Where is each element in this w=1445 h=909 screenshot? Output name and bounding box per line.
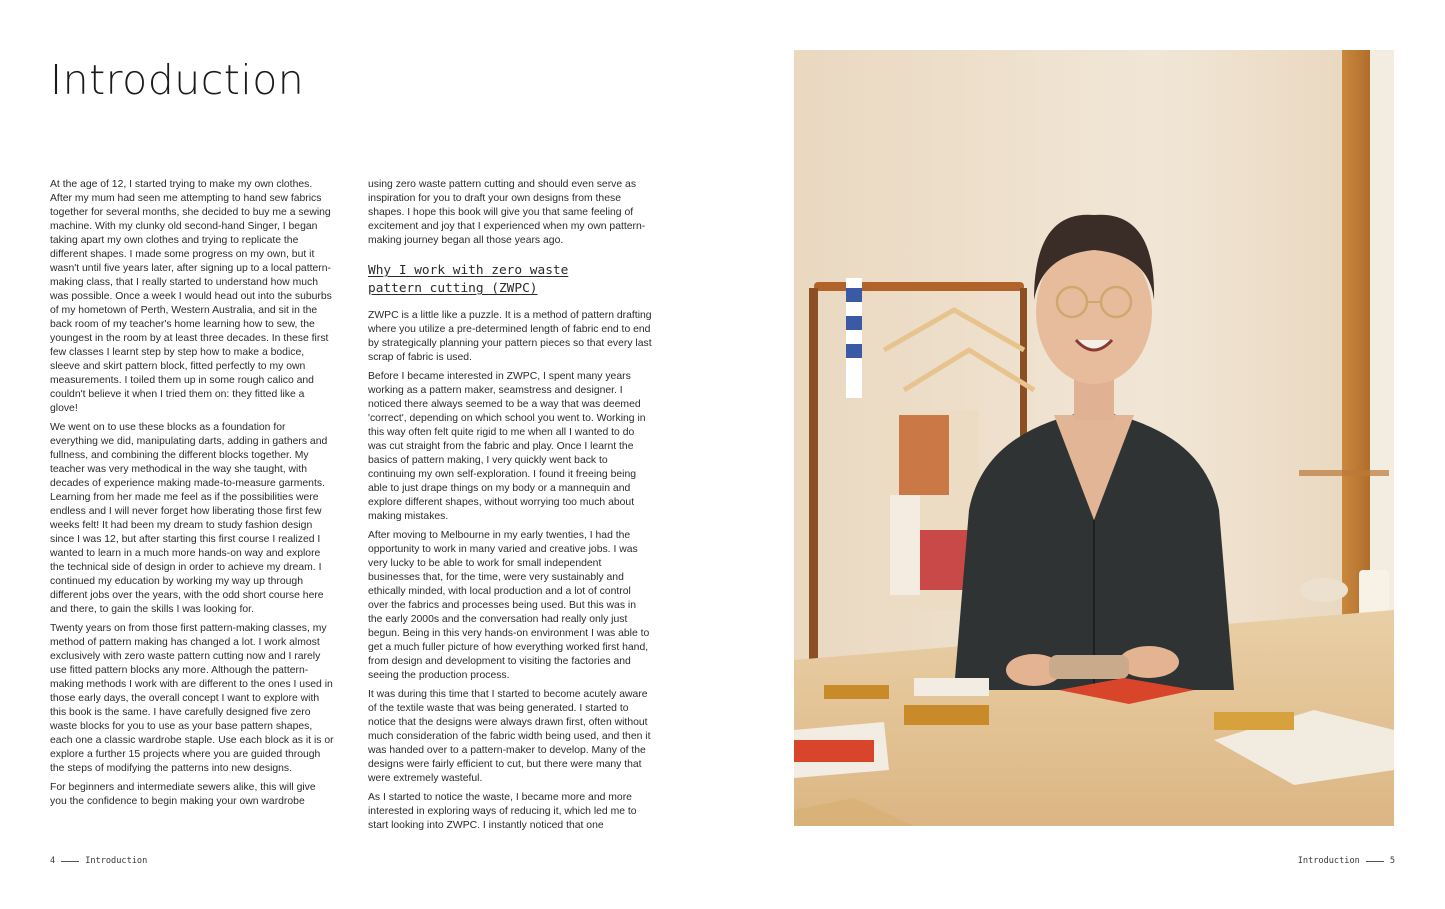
clothes-rail [814,282,1024,291]
subheading-line: Why I work with zero waste [368,263,569,278]
page-number: 5 [1389,856,1395,866]
window-frame [1342,50,1370,650]
section-subheading [368,262,652,298]
paragraph: We went on to use these blocks as a foundation for everything we did, manipulating darts, adding in gathers and fullness, and combining the different blocks together. My teacher was very methodical in the way she taught, with decades of experience making made-to-measure garments. Learning from her made me feel as if the possibilities were endless and I will never forget how liberating those first few weeks felt! It had been my dream to study fashion design since I was 12, but after starting this first course I realized I wanted to learn in a much more hands-on way and explore the technical side of design in order to achieve my dream. I continued my education by working my way up through different jobs over the years, with the odd short course here and there, to gain the skills I was looking for. [50,422,328,615]
page-title: Introduction [50,56,305,104]
paragraph: As I started to notice the waste, I became more and more interested in exploring ways of reducing it, which led me to start looking into ZWPC. I instantly noticed that one [368,792,637,831]
body-column-right [368,178,652,838]
paragraph: Twenty years on from those first pattern-making classes, my method of pattern making has changed a lot. I work almost exclusively with zero waste pattern cutting now and I rarely use fitted pattern blocks any more. Although the pattern-making methods I work with are different to the ones I used in those early days, the overall concept I want to explore with this book is the same. I have carefully designed five zero waste blocks for you to use as your base pattern shapes, each one a classic wardrobe staple. Use each block as it is or explore a further 15 projects where you are guided through the steps of modifying the patterns into new designs. [50,623,334,774]
paragraph: using zero waste pattern cutting and should even serve as inspiration for you to draft your own designs from these shapes. I hope this book will give you that same feeling of excitement and joy that I experienced when my own pattern-making journey began all those years ago. [368,179,646,246]
author-photo [794,50,1394,826]
folio-right [1298,856,1395,866]
paragraph: For beginners and intermediate sewers alike, this will give you the confidence to begin making your own wardrobe [50,782,316,807]
paragraph: It was during this time that I started to become acutely aware of the textile waste that was being generated. I started to notice that the designs were always drawn first, often without much consideration of the fabric width being used, and then it was handed over to a pattern-maker to develop. Many of the designs were fairly efficient to cut, but there were many that were extremely wasteful. [368,689,651,784]
paragraph: ZWPC is a little like a puzzle. It is a method of pattern drafting where you utilize a pre-determined length of fabric end to end by strategically planning your pattern pieces so that every last scrap of fabric is used. [368,310,652,363]
folio-left [50,856,147,866]
paragraph: After moving to Melbourne in my early twenties, I had the opportunity to work in many varied and creative jobs. I was very lucky to be able to work for small independent businesses that, for the time, were very sustainably and ethically minded, with local production and a lot of control over the fabrics and processes being used. But this was in the early 2000s and the conversation had really only just begun. Being in this very hands-on environment I was able to get a much fuller picture of how everything worked first hand, from design and development to visiting the factories and seeing the production process. [368,530,650,681]
photo-illustration [794,50,1394,826]
paragraph: Before I became interested in ZWPC, I spent many years working as a pattern maker, seamstress and designer. I noticed there always seemed to be a way that was deemed 'correct', depending on which school you went to. Working in this way often felt quite rigid to me when all I wanted to do was cut straight from the fabric and play. Once I learnt the basics of pattern making, I very quickly went back to continuing my own self-exploration. I found it freeing being able to just drape things on my body or a mannequin and explore different shapes, without worrying too much about making mistakes. [368,371,646,522]
running-head: Introduction [85,856,148,866]
page-number: 4 [50,856,56,866]
folio-rule [61,861,79,862]
paragraph: At the age of 12, I started trying to make my own clothes. After my mum had seen me attempting to hand sew fabrics together for several months, she decided to buy me a sewing machine. With my clunky old second-hand Singer, I began taking apart my own clothes and trying to replicate the different shapes. I made some progress on my own, but it wasn't until five years later, after signing up to a local pattern-making class, that I really started to understand how much was possible. Once a week I would head out into the suburbs of my hometown of Perth, Western Australia, and sit in the back room of my teacher's home learning how to sew, the youngest in the room by at least three decades. In these first few classes I learnt step by step how to make a bodice, sleeve and skirt pattern block, fitted perfectly to my own measurements. I toiled them up in some rough calico and couldn't believe it when I tried them on: they fitted like a glove! [50,179,332,414]
subheading-line: pattern cutting (ZWPC) [368,281,538,296]
body-column-left [50,178,334,814]
fabric-swatch [824,685,889,699]
running-head: Introduction [1297,856,1360,866]
folio-rule [1366,861,1384,862]
